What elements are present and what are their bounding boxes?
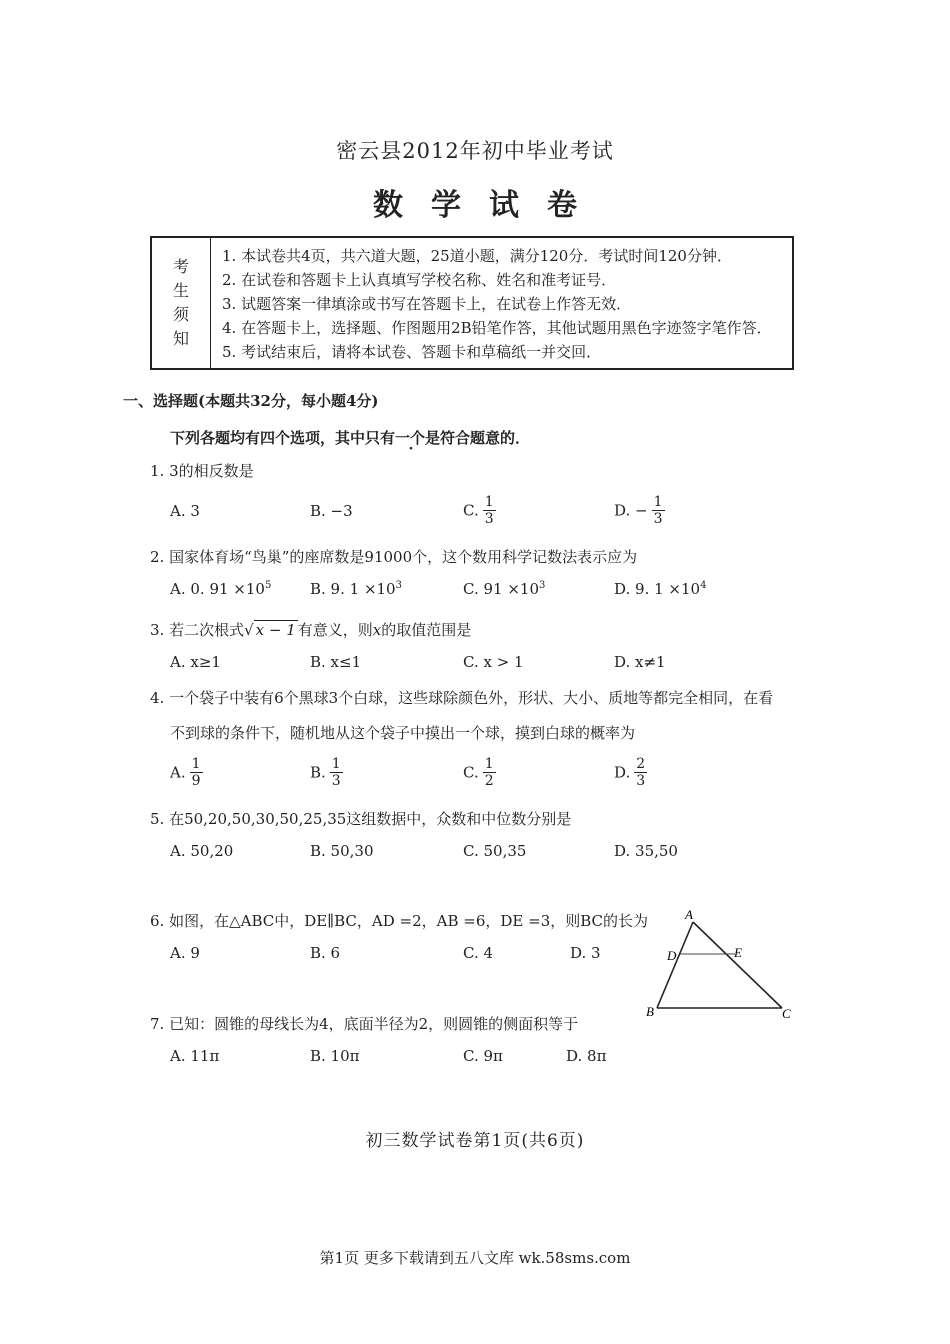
notice-label-char: 生 xyxy=(172,281,189,300)
q2-option-c: C. $91 \times 10^3$ xyxy=(463,580,546,598)
triangle-figure xyxy=(640,905,800,1025)
download-watermark: 第1页 更多下载请到五八文库 wk.58sms.com xyxy=(319,1249,631,1267)
notice-label xyxy=(152,238,211,368)
q5-option-d: D. 35,50 xyxy=(614,842,678,860)
vertex-label-e: E xyxy=(734,945,742,960)
q7-option-d: D. 8π xyxy=(566,1047,607,1065)
question-4-line1: 4. 一个袋子中装有6个黑球3个白球，这些球除颜色外，形状、大小、质地等都完全相同，在看 xyxy=(150,689,774,707)
page-number: 初三数学试卷第1页(共6页) xyxy=(365,1131,585,1151)
exam-title: 密云县2012年初中毕业考试 xyxy=(336,139,614,163)
section-heading: 一、选择题(本题共32分，每小题4分) xyxy=(123,392,379,410)
vertex-label-b: B xyxy=(646,1004,654,1019)
notice-label-char: 须 xyxy=(172,305,189,324)
q2-option-a: A. 0. $91 \times 10^5$ xyxy=(170,580,272,598)
notice-item: 3. 试题答案一律填涂或书写在答题卡上，在试卷上作答无效． xyxy=(222,295,632,313)
exam-subtitle: 数学试卷 xyxy=(373,188,605,223)
q7-option-c: C. 9π xyxy=(463,1047,503,1065)
q2-option-b: B. 9. $1 \times 10^3$ xyxy=(310,580,402,598)
q4-option-b: B. $\frac{1}{3}$ xyxy=(310,756,341,789)
notice-item: 1. 本试卷共4页，共六道大题，25道小题，满分120分．考试时间120分钟． xyxy=(222,247,732,265)
q4-option-a: A. $\frac{1}{9}$ xyxy=(170,756,201,789)
q5-option-a: A. 50,20 xyxy=(170,842,234,860)
q3-option-a: A. x≥1 xyxy=(170,653,221,671)
q6-option-b: B. 6 xyxy=(310,944,341,962)
notice-label-char: 考 xyxy=(172,257,189,276)
question-2: 2. 国家体育场“鸟巢”的座席数是91000个，这个数用科学记数法表示应为 xyxy=(150,548,638,566)
notice-item: 2. 在试卷和答题卡上认真填写学校名称、姓名和准考证号． xyxy=(222,271,617,289)
side-ab xyxy=(657,922,693,1008)
question-4-line2: 不到球的条件下，随机地从这个袋子中摸出一个球，摸到白球的概率为 xyxy=(170,724,636,742)
q1-option-a: A. 3 xyxy=(170,502,200,520)
question-3: 3. 若二次根式√ x − 1 有意义，则x的取值范围是 xyxy=(150,621,472,639)
q5-option-c: C. 50,35 xyxy=(463,842,527,860)
q7-option-a: A. 11π xyxy=(170,1047,220,1065)
vertex-label-a: A xyxy=(685,907,693,922)
q2-option-d: D. 9. $1 \times 10^4$ xyxy=(614,580,707,598)
vertex-label-d: D xyxy=(667,948,677,963)
notice-item: 5. 考试结束后，请将本试卷、答题卡和草稿纸一并交回． xyxy=(222,343,602,361)
q6-option-a: A. 9 xyxy=(170,944,200,962)
q1-option-c: C. $\frac{1}{3}$ xyxy=(463,494,494,527)
q3-option-c: C. x > 1 xyxy=(463,653,524,671)
q6-option-c: C. 4 xyxy=(463,944,494,962)
notice-box xyxy=(150,236,794,370)
question-5: 5. 在50,20,50,30,50,25,35这组数据中，众数和中位数分别是 xyxy=(150,810,572,828)
q3-option-d: D. x≠1 xyxy=(614,653,666,671)
notice-label-char: 知 xyxy=(172,329,189,348)
question-6: 6. 如图，在△ABC中，DE∥BC，AD =2，AB =6，DE =3，则BC的长为 xyxy=(150,912,649,930)
q4-option-c: C. $\frac{1}{2}$ xyxy=(463,756,494,789)
question-1: 1. 3的相反数是 xyxy=(150,462,254,480)
q1-option-d: D. − $\frac{1}{3}$ xyxy=(614,494,663,527)
q1-option-b: B. −3 xyxy=(310,502,353,520)
q5-option-b: B. 50,30 xyxy=(310,842,374,860)
q3-option-b: B. x≤1 xyxy=(310,653,362,671)
q4-option-d: D. $\frac{2}{3}$ xyxy=(614,756,646,789)
emphasis-text: 一个 xyxy=(395,429,426,447)
notice-item: 4. 在答题卡上，选择题、作图题用2B铅笔作答，其他试题用黑色字迹签字笔作答． xyxy=(222,319,772,337)
q7-option-b: B. 10π xyxy=(310,1047,360,1065)
notice-list xyxy=(222,244,772,364)
side-ac xyxy=(693,922,782,1008)
question-7: 7. 已知：圆锥的母线长为4，底面半径为2，则圆锥的侧面积等于 xyxy=(150,1015,579,1033)
q6-option-d: D. 3 xyxy=(570,944,601,962)
section-instruction: 下列各题均有四个选项，其中只有一个是符合题意的． xyxy=(170,429,531,447)
vertex-label-c: C xyxy=(782,1006,791,1021)
